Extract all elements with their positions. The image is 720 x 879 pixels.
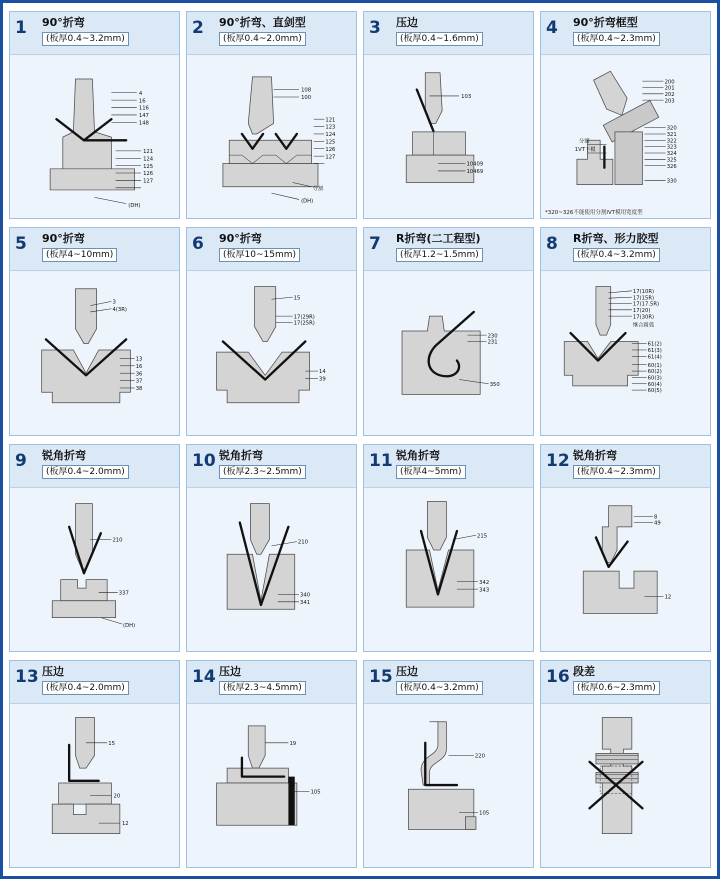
label: (DH) — [123, 622, 136, 629]
label: 324 — [666, 151, 677, 158]
cell-header — [364, 661, 533, 704]
cell-title: R折弯(二工程型) — [396, 232, 481, 246]
label: 4 — [138, 90, 143, 97]
figure-svg — [541, 488, 710, 652]
label: 108 — [301, 87, 312, 94]
cell-thickness: (板厚2.3~4.5mm) — [219, 681, 306, 695]
label: 15 — [108, 740, 115, 747]
cell-thickness: (板厚10~15mm) — [219, 248, 300, 262]
cell-number: 2 — [192, 18, 204, 38]
label: 215 — [477, 532, 488, 539]
tooling-cell-11[interactable] — [363, 444, 534, 652]
cell-header — [187, 445, 356, 488]
label: 125 — [143, 163, 154, 170]
label: 202 — [664, 91, 675, 98]
label: 105 — [479, 810, 490, 817]
figure-svg — [187, 271, 356, 435]
label: 61(2) — [647, 341, 662, 348]
label: 341 — [300, 599, 311, 606]
tooling-cell-15[interactable] — [363, 660, 534, 868]
label: 203 — [664, 98, 675, 105]
cell-number: 11 — [369, 450, 393, 471]
label: 10469 — [466, 169, 484, 176]
label: 105 — [310, 789, 321, 796]
label: 17(10R) — [632, 289, 655, 296]
label: 60(2) — [647, 369, 662, 376]
cell-thickness: (板厚0.4~2.0mm) — [42, 681, 129, 695]
label: 4(3R) — [112, 307, 127, 314]
cell-thickness: (板厚0.4~2.3mm) — [573, 465, 660, 479]
label: 10409 — [466, 161, 484, 168]
label: 17(29R) — [293, 314, 315, 321]
label: 124 — [143, 156, 154, 163]
cell-header — [10, 12, 179, 55]
label: 147 — [138, 113, 149, 120]
label: 323 — [666, 144, 677, 151]
cell-thickness: (板厚0.4~3.2mm) — [396, 681, 483, 695]
label: 124 — [325, 132, 336, 139]
cell-figure — [10, 271, 179, 435]
label: 17(20) — [632, 308, 651, 315]
cell-title: R折弯、形力胶型 — [573, 232, 659, 246]
label: 121 — [325, 117, 336, 124]
label: 60(4) — [647, 382, 662, 389]
cell-title: 锐角折弯 — [219, 448, 263, 462]
label: 350 — [489, 382, 500, 389]
cell-title: 压边 — [396, 664, 418, 678]
cell-thickness: (板厚0.4~1.6mm) — [396, 32, 483, 46]
cell-number: 6 — [192, 234, 204, 255]
cell-header — [541, 661, 710, 704]
label: 1VT下模 — [574, 146, 596, 153]
figure-svg — [187, 488, 356, 652]
cell-title: 锐角折弯 — [573, 448, 617, 462]
tooling-cell-12[interactable] — [540, 444, 711, 652]
cell-figure — [364, 704, 533, 868]
cell-note: *320~326不能使用分割ⅠVT模用宽度型 — [545, 210, 643, 217]
figure-svg — [187, 55, 356, 219]
label: 320 — [666, 125, 677, 132]
cell-thickness: (板厚0.6~2.3mm) — [573, 681, 660, 695]
cell-figure — [364, 271, 533, 435]
cell-figure — [187, 271, 356, 435]
cell-header — [364, 12, 533, 55]
label: 61(4) — [647, 354, 662, 361]
cell-header — [10, 445, 179, 488]
label: 19 — [289, 740, 297, 747]
label: 60(5) — [647, 388, 662, 395]
label: 分割 — [312, 185, 324, 192]
figure-svg — [541, 271, 710, 435]
cell-figure — [541, 704, 710, 868]
cell-title: 90°折弯框型 — [573, 16, 638, 29]
cell-thickness: (板厚4~5mm) — [396, 465, 466, 479]
cell-title: 90°折弯 — [42, 232, 85, 246]
cell-number: 10 — [192, 450, 216, 471]
label: (DH) — [301, 198, 314, 205]
label: 343 — [479, 586, 490, 593]
figure-svg — [10, 55, 179, 219]
label: 148 — [138, 120, 149, 127]
label: 60(3) — [647, 375, 662, 382]
label: 125 — [325, 139, 336, 146]
figure-svg — [187, 704, 356, 868]
cell-header — [364, 445, 533, 488]
cell-number: 15 — [369, 666, 393, 687]
figure-svg — [10, 704, 179, 868]
label: 230 — [487, 333, 498, 340]
label: 210 — [297, 539, 308, 546]
tooling-cell-10[interactable] — [186, 444, 357, 652]
figure-svg — [10, 271, 179, 435]
cell-number: 14 — [192, 666, 216, 687]
label: 39 — [319, 376, 326, 383]
tooling-cell-16[interactable] — [540, 660, 711, 868]
label: 8 — [654, 513, 658, 520]
label: 3 — [112, 299, 116, 306]
label: 16 — [138, 98, 146, 105]
label: 321 — [666, 132, 677, 139]
tooling-cell-5[interactable] — [9, 227, 180, 435]
label: 14 — [319, 369, 326, 376]
figure-svg — [364, 704, 533, 868]
label: 15 — [293, 295, 301, 302]
cell-number: 3 — [369, 18, 381, 38]
cell-thickness: (板厚0.4~2.3mm) — [573, 32, 660, 46]
cell-header — [187, 228, 356, 271]
label: 49 — [654, 520, 661, 527]
figure-svg — [364, 55, 533, 219]
cell-figure — [541, 488, 710, 652]
label: 12 — [121, 820, 129, 827]
label: 231 — [487, 339, 498, 346]
label: 200 — [664, 79, 675, 86]
cell-header — [541, 228, 710, 271]
cell-figure — [10, 488, 179, 652]
label: 17(15R) — [632, 295, 655, 302]
label: 61(3) — [647, 348, 662, 355]
cell-title: 段差 — [573, 664, 595, 678]
cell-header — [541, 12, 710, 55]
cell-thickness: (板厚2.3~2.5mm) — [219, 465, 306, 479]
label: 16 — [135, 364, 143, 371]
tooling-cell-8[interactable] — [540, 227, 711, 435]
label: 17(30R) — [632, 314, 655, 321]
label: 100 — [301, 95, 312, 102]
cell-number: 4 — [546, 18, 558, 38]
cell-thickness: (板厚1.2~1.5mm) — [396, 248, 483, 262]
cell-header — [541, 445, 710, 488]
cell-number: 16 — [546, 666, 570, 687]
label: 12 — [664, 594, 672, 601]
cell-number: 5 — [15, 234, 27, 255]
label: 36 — [135, 371, 143, 378]
label: 220 — [474, 753, 485, 760]
cell-figure — [10, 55, 179, 219]
label: 123 — [325, 124, 336, 131]
cell-title: 90°折弯 — [219, 232, 262, 246]
cell-thickness: (板厚0.4~3.2mm) — [42, 32, 129, 46]
cell-number: 12 — [546, 450, 570, 471]
tooling-cell-1[interactable] — [9, 11, 180, 219]
tooling-cell-6[interactable] — [186, 227, 357, 435]
cell-thickness: (板厚0.4~2.0mm) — [219, 32, 306, 46]
figure-svg — [364, 271, 533, 435]
label: 20 — [113, 793, 121, 800]
label: 37 — [135, 378, 143, 385]
cell-header — [187, 661, 356, 704]
tooling-cell-2[interactable] — [186, 11, 357, 219]
figure-svg — [364, 488, 533, 652]
label: 17(17.5R) — [632, 301, 660, 308]
cell-thickness: (板厚0.4~3.2mm) — [573, 248, 660, 262]
cell-title: 90°折弯 — [42, 16, 85, 29]
label: 322 — [666, 138, 677, 145]
cell-header — [10, 228, 179, 271]
label: 127 — [325, 154, 336, 161]
label: 121 — [143, 148, 154, 155]
label: 60(1) — [647, 363, 662, 370]
tooling-cell-4[interactable] — [540, 11, 711, 219]
cell-thickness: (板厚4~10mm) — [42, 248, 117, 262]
cell-title: 锐角折弯 — [396, 448, 440, 462]
cell-figure — [187, 488, 356, 652]
cell-title: 90°折弯、直剑型 — [219, 16, 306, 29]
label: 201 — [664, 85, 675, 92]
cell-header — [187, 12, 356, 55]
figure-svg — [10, 488, 179, 652]
label: 330 — [666, 178, 677, 185]
figure-svg — [541, 704, 710, 868]
cell-title: 锐角折弯 — [42, 448, 86, 462]
cell-title: 压边 — [219, 664, 241, 678]
label: 210 — [112, 537, 123, 544]
label: 337 — [118, 589, 129, 596]
cell-thickness: (板厚0.4~2.0mm) — [42, 465, 129, 479]
label: 126 — [325, 146, 336, 153]
cell-number: 13 — [15, 666, 39, 687]
cell-header — [10, 661, 179, 704]
label: 342 — [479, 579, 490, 586]
label: 325 — [666, 157, 677, 164]
label: 38 — [135, 386, 143, 393]
label: 127 — [143, 178, 154, 185]
cell-figure — [364, 488, 533, 652]
tooling-cell-14[interactable] — [186, 660, 357, 868]
tooling-cell-7[interactable] — [363, 227, 534, 435]
cell-figure — [541, 271, 710, 435]
label: 116 — [138, 105, 149, 112]
label: 126 — [143, 171, 154, 178]
cell-figure — [187, 55, 356, 219]
cell-header — [364, 228, 533, 271]
label: 分割 — [579, 138, 590, 145]
tooling-cell-13[interactable] — [9, 660, 180, 868]
tooling-grid — [9, 11, 711, 868]
tooling-cell-3[interactable] — [363, 11, 534, 219]
cell-figure — [10, 704, 179, 868]
cell-number: 7 — [369, 234, 381, 255]
label: 继合圆弧 — [632, 322, 654, 329]
label: 340 — [300, 592, 311, 599]
cell-figure — [187, 704, 356, 868]
cell-number: 1 — [15, 18, 27, 38]
cell-figure — [541, 55, 710, 219]
cell-title: 压边 — [396, 16, 418, 29]
cell-number: 9 — [15, 450, 27, 471]
label: 13 — [135, 356, 143, 363]
cell-number: 8 — [546, 234, 558, 255]
label: 326 — [666, 163, 677, 170]
tooling-cell-9[interactable] — [9, 444, 180, 652]
cell-figure — [364, 55, 533, 219]
cell-title: 压边 — [42, 664, 64, 678]
figure-svg — [541, 55, 710, 219]
label: 17(25R) — [293, 320, 315, 327]
label: 103 — [461, 94, 472, 101]
label: (DH) — [128, 202, 141, 209]
